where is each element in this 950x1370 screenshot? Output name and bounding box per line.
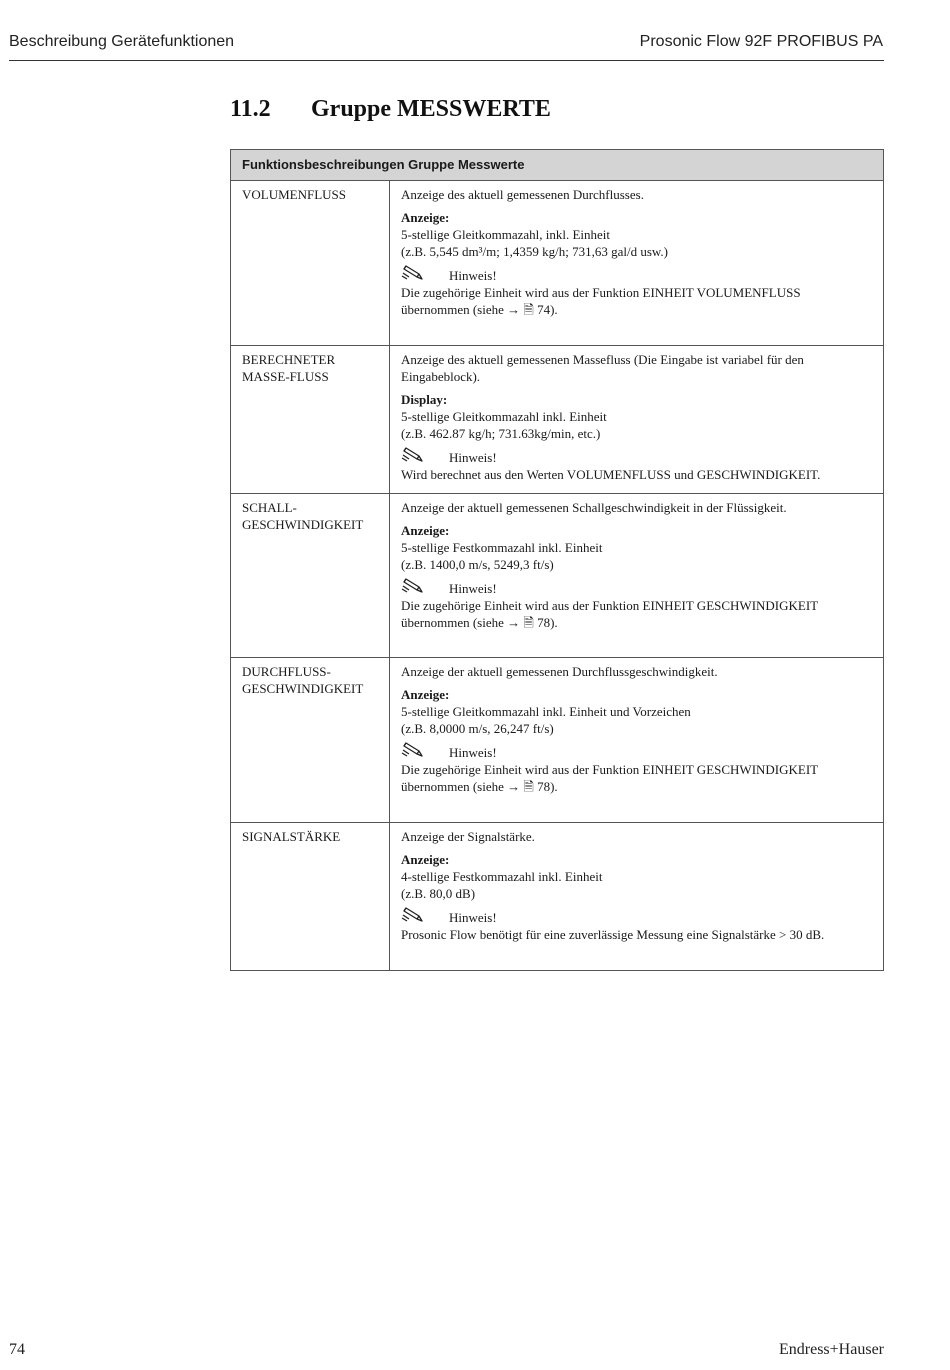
section-heading — [230, 96, 551, 123]
note-title: Hinweis! — [449, 580, 497, 596]
header-divider — [9, 60, 884, 61]
note-text: Die zugehörige Einheit wird aus der Funktion EINHEIT GESCHWINDIGKEIT übernommen (siehe → 🗎 78). — [401, 762, 818, 794]
pencil-icon — [401, 577, 449, 599]
function-name: BERECHNETER MASSE-FLUSS — [231, 346, 390, 494]
function-name: VOLUMENFLUSS — [231, 181, 390, 346]
table-heading: Funktionsbeschreibungen Gruppe Messwerte — [231, 150, 884, 181]
function-name: SIGNALSTÄRKE — [231, 823, 390, 971]
note-title: Hinweis! — [449, 909, 497, 925]
function-table — [230, 149, 884, 971]
page-number: 74 — [9, 1341, 25, 1358]
display-format-line: (z.B. 1400,0 m/s, 5249,3 ft/s) — [401, 557, 554, 572]
pencil-icon — [401, 741, 449, 763]
function-description-cell — [390, 494, 884, 658]
function-description: Anzeige der aktuell gemessenen Schallgeschwindigkeit in der Flüssigkeit. — [401, 500, 787, 515]
display-label: Display: — [401, 392, 448, 407]
running-header-right: Prosonic Flow 92F PROFIBUS PA — [639, 33, 883, 50]
note-title: Hinweis! — [449, 744, 497, 760]
note-title: Hinweis! — [449, 267, 497, 283]
running-header-left: Beschreibung Gerätefunktionen — [9, 33, 235, 50]
section-title: Gruppe MESSWERTE — [311, 96, 551, 122]
display-label: Anzeige: — [401, 687, 450, 702]
function-description: Anzeige des aktuell gemessenen Durchflusses. — [401, 187, 644, 202]
brand-name: Endress+Hauser — [779, 1341, 884, 1358]
function-name: DURCHFLUSS-GESCHWINDIGKEIT — [231, 658, 390, 823]
display-format-line: (z.B. 5,545 dm³/m; 1,4359 kg/h; 731,63 gal/d usw.) — [401, 244, 669, 259]
function-name: SCHALL-GESCHWINDIGKEIT — [231, 494, 390, 658]
display-format-line: (z.B. 8,0000 m/s, 26,247 ft/s) — [401, 721, 554, 736]
table-row — [231, 181, 884, 346]
function-description-cell — [390, 181, 884, 346]
display-label: Anzeige: — [401, 210, 450, 225]
note-heading — [401, 448, 872, 466]
display-format-line: (z.B. 80,0 dB) — [401, 886, 476, 901]
table-row — [231, 658, 884, 823]
note-heading — [401, 908, 872, 926]
note-text: Wird berechnet aus den Werten VOLUMENFLUSS und GESCHWINDIGKEIT. — [401, 467, 821, 482]
note-heading — [401, 266, 872, 284]
function-description-cell — [390, 346, 884, 494]
display-format-line: 5-stellige Gleitkommazahl inkl. Einheit — [401, 409, 607, 424]
display-label: Anzeige: — [401, 523, 450, 538]
note-text: Die zugehörige Einheit wird aus der Funktion EINHEIT VOLUMENFLUSS übernommen (siehe → 🗎 74). — [401, 285, 801, 317]
table-row — [231, 346, 884, 494]
display-format-line: (z.B. 462.87 kg/h; 731.63kg/min, etc.) — [401, 426, 601, 441]
function-description-cell — [390, 823, 884, 971]
display-format-line: 5-stellige Gleitkommazahl, inkl. Einheit — [401, 227, 611, 242]
display-format-line: 5-stellige Gleitkommazahl inkl. Einheit und Vorzeichen — [401, 704, 691, 719]
pencil-icon — [401, 446, 449, 468]
function-description: Anzeige des aktuell gemessenen Massefluss (Die Eingabe ist variabel für den Eingabeblock). — [401, 352, 804, 384]
display-format-line: 4-stellige Festkommazahl inkl. Einheit — [401, 869, 603, 884]
note-text: Die zugehörige Einheit wird aus der Funktion EINHEIT GESCHWINDIGKEIT übernommen (siehe → 🗎 78). — [401, 598, 818, 630]
display-format-line: 5-stellige Festkommazahl inkl. Einheit — [401, 540, 603, 555]
note-heading — [401, 579, 872, 597]
note-title: Hinweis! — [449, 449, 497, 465]
note-heading — [401, 743, 872, 761]
pencil-icon — [401, 264, 449, 286]
table-row — [231, 823, 884, 971]
table-row — [231, 494, 884, 658]
function-description-cell — [390, 658, 884, 823]
display-label: Anzeige: — [401, 852, 450, 867]
note-text: Prosonic Flow benötigt für eine zuverlässige Messung eine Signalstärke > 30 dB. — [401, 927, 825, 942]
function-description: Anzeige der Signalstärke. — [401, 829, 535, 844]
function-description: Anzeige der aktuell gemessenen Durchflussgeschwindigkeit. — [401, 664, 718, 679]
pencil-icon — [401, 906, 449, 928]
section-number: 11.2 — [230, 96, 271, 122]
